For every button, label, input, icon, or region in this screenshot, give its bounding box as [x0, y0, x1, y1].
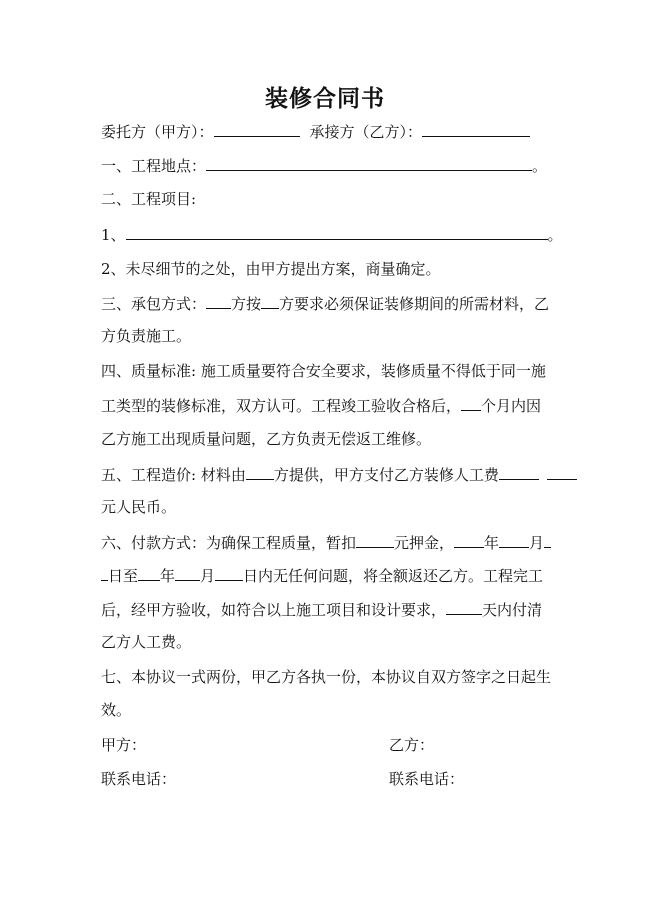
- payment-line-4: 乙方人工费。: [101, 633, 192, 651]
- contract-text-1: 方按: [231, 295, 262, 313]
- payment-year-label-2: 年: [160, 567, 176, 585]
- payment-text-b: 元押金，: [394, 534, 455, 552]
- payment-day-blank-1a: [544, 532, 551, 548]
- cost-line-2: 元人民币。: [101, 498, 177, 516]
- party-a-signature-label: 甲方：: [101, 736, 147, 754]
- contract-label: 三、承包方式：: [101, 295, 207, 313]
- location-line: [101, 155, 547, 176]
- quality-line-3: 乙方施工出现质量问题，乙方负责无偿返工维修。: [101, 430, 432, 448]
- payment-day-blank-1b: [101, 565, 108, 581]
- project-item-1-blank: [126, 224, 548, 240]
- quality-text-a: 工类型的装修标准，双方认可。工程竣工验收合格后，: [101, 397, 462, 415]
- party-a-label: 委托方（甲方）：: [101, 123, 214, 141]
- quality-line-1: 四、质量标准: 施工质量要符合安全要求，装修质量不得低于同一施: [101, 362, 546, 380]
- cost-text-a: 五、工程造价: 材料由: [101, 466, 246, 484]
- cost-text-b: 方提供，甲方支付乙方装修人工费: [273, 466, 499, 484]
- payment-days-blank: [446, 599, 482, 615]
- contract-line-1: [101, 293, 549, 314]
- payment-text-e: 日至: [108, 567, 139, 585]
- cost-line-1: [101, 464, 577, 485]
- party-b-label: 承接方（乙方）：: [309, 123, 423, 141]
- payment-text-a: 六、付款方式：为确保工程质量，暂扣: [101, 534, 357, 552]
- location-end: 。: [532, 157, 548, 175]
- project-item-2: 2、未尽细节的之处，由甲方提出方案，商量确定。: [101, 260, 441, 278]
- cost-material-blank: [246, 464, 274, 480]
- cost-amount-blank-2: [547, 464, 577, 480]
- payment-text-i: 后，经甲方验收，如符合以上施工项目和设计要求，: [101, 601, 447, 619]
- quality-text-b: 个月内因: [481, 397, 542, 415]
- payment-text-j: 天内付清: [482, 601, 543, 619]
- contract-blank-1: [206, 293, 231, 309]
- cost-amount-blank-1: [499, 464, 539, 480]
- party-a-blank: [214, 121, 300, 137]
- party-b-signature-label: 乙方：: [389, 736, 435, 754]
- payment-year-label-1: 年: [484, 534, 500, 552]
- project-item-1-end: 。: [547, 226, 563, 244]
- party-b-phone-label: 联系电话：: [389, 770, 465, 788]
- payment-year-blank-1: [454, 532, 484, 548]
- quality-months-blank: [461, 395, 481, 411]
- payment-month-blank-1: [499, 532, 529, 548]
- project-heading: 二、工程项目:: [101, 190, 197, 208]
- contract-line-2: 方负责施工。: [101, 327, 192, 345]
- parties-line: [101, 121, 530, 142]
- payment-text-h: 日内无任何问题，将全额返还乙方。工程完工: [243, 567, 544, 585]
- location-blank: [206, 155, 532, 171]
- contract-blank-2: [261, 293, 279, 309]
- payment-line-1: [101, 532, 551, 553]
- payment-deposit-blank: [356, 532, 394, 548]
- payment-year-blank-2: [138, 565, 160, 581]
- project-item-1: [101, 224, 563, 245]
- page-title: 装修合同书: [265, 86, 385, 112]
- agreement-line-2: 效。: [101, 701, 132, 719]
- payment-line-2: [101, 565, 543, 586]
- payment-day-blank-2: [215, 565, 243, 581]
- party-a-phone-label: 联系电话：: [101, 770, 177, 788]
- payment-month-blank-2: [175, 565, 200, 581]
- payment-month-label-1: 月: [529, 534, 545, 552]
- agreement-line-1: 七、本协议一式两份，甲乙方各执一份，本协议自双方签字之日起生: [101, 668, 552, 686]
- party-b-blank: [422, 121, 530, 137]
- project-item-1-label: 1、: [101, 226, 126, 244]
- quality-line-2: [101, 395, 541, 416]
- contract-text-2: 方要求必须保证装修期间的所需材料，乙: [279, 295, 550, 313]
- payment-line-3: [101, 599, 542, 620]
- payment-month-label-2: 月: [200, 567, 216, 585]
- location-label: 一、工程地点：: [101, 157, 207, 175]
